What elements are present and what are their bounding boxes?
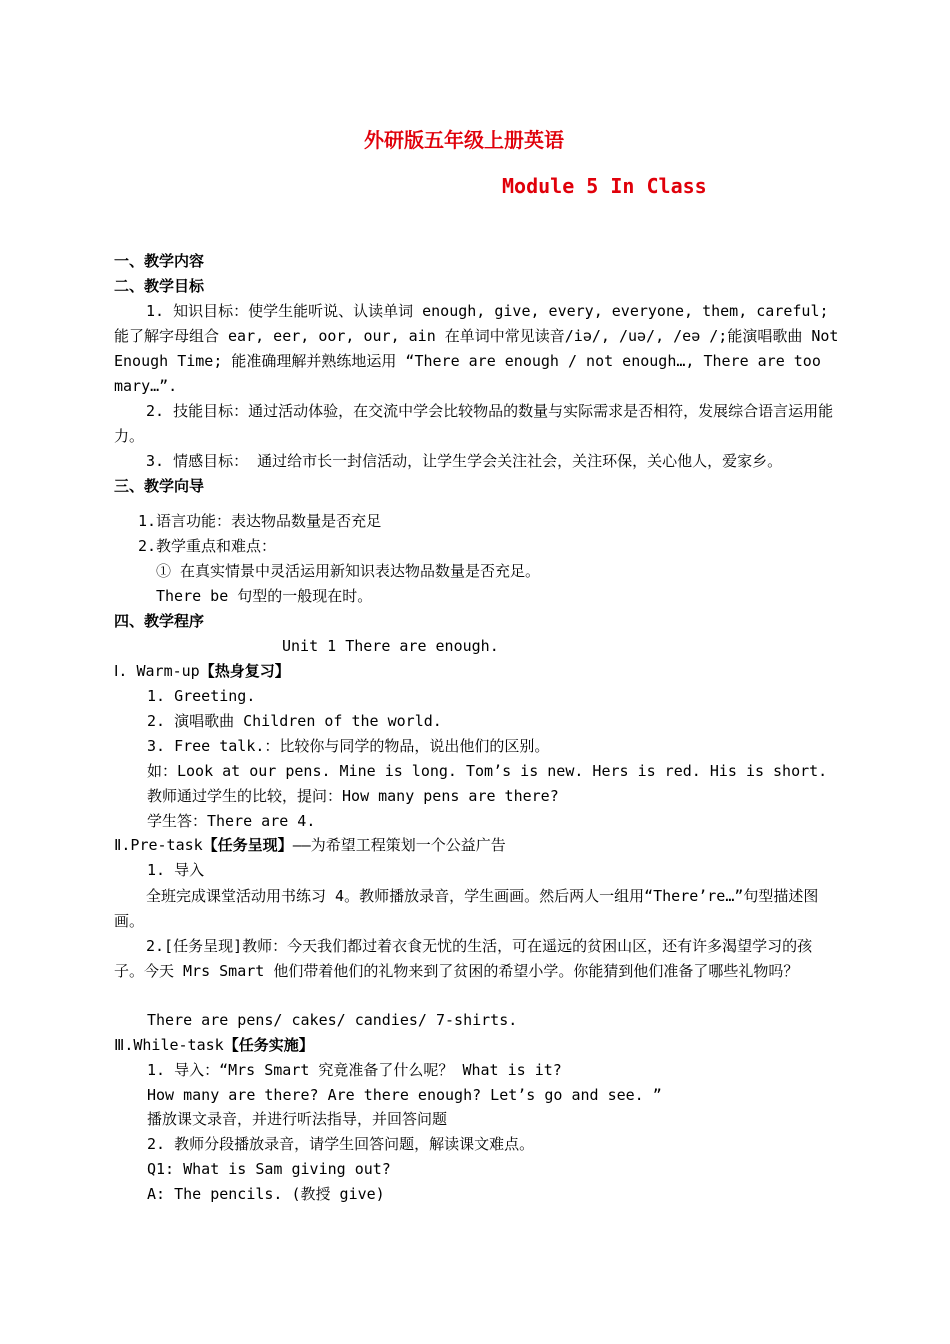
pretask-heading-label: Ⅱ.Pre-task (114, 836, 203, 854)
guide-item-4: There be 句型的一般现在时。 (156, 587, 373, 605)
pretask-heading-tag: 【任务呈现】 (202, 836, 293, 854)
warmup-line-2: 2. 演唱歌曲 Children of the world. (147, 712, 442, 730)
warmup-line-3: 3. Free talk.：比较你与同学的物品，说出他们的区别。 (147, 737, 550, 755)
warmup-heading (114, 661, 290, 681)
pretask-heading-subtitle: ——为希望工程策划一个公益广告 (292, 836, 506, 854)
pretask-line-1: 1. 导入 (147, 861, 205, 879)
warmup-line-1: 1. Greeting. (147, 687, 256, 705)
guide-item-2: 2.教学重点和难点： (138, 537, 277, 555)
warmup-heading-label: Ⅰ. Warm-up (114, 662, 200, 680)
goal-knowledge: 1. 知识目标：使学生能听说、认读单词 enough, give, every, everyone, them, careful; 能了解字母组合 ear, eer, oor, our, ain 在单词中常见读音/iə/, /uə/, /eə /;能演唱歌曲 Not Enough Time; 能准确理解并熟练地运用 “There are enough / not enough…, There are too mary…”. (114, 302, 839, 395)
whiletask-line-5: Q1: What is Sam giving out? (147, 1160, 391, 1178)
goal-emotion: 3. 情感目标： 通过给市长一封信活动，让学生学会关注社会，关注环保，关心他人，爱家乡。 (146, 452, 783, 470)
warmup-heading-tag: 【热身复习】 (199, 662, 290, 680)
section-heading-guide: 三、教学向导 (114, 477, 205, 495)
section-heading-content: 一、教学内容 (114, 252, 205, 270)
whiletask-line-6: A: The pencils. (教授 give) (147, 1185, 385, 1203)
whiletask-heading-label: Ⅲ.While-task (114, 1036, 224, 1054)
module-title: Module 5 In Class (502, 174, 707, 198)
goal-skills: 2. 技能目标：通过活动体验，在交流中学会比较物品的数量与实际需求是否相符，发展综合语言运用能力。 (114, 402, 834, 445)
section-heading-goals: 二、教学目标 (114, 277, 205, 295)
whiletask-heading (114, 1035, 314, 1055)
pretask-heading (114, 835, 506, 855)
warmup-line-4: 如：Look at our pens. Mine is long. Tom’s is new. Hers is red. His is short. (147, 762, 828, 780)
whiletask-line-4: 2. 教师分段播放录音，请学生回答问题，解读课文难点。 (147, 1135, 535, 1153)
pretask-line-2: There are pens/ cakes/ candies/ 7-shirts. (147, 1011, 518, 1029)
unit-title: Unit 1 There are enough. (282, 637, 499, 655)
guide-item-1: 1.语言功能：表达物品数量是否充足 (138, 512, 382, 530)
section-heading-procedure: 四、教学程序 (114, 612, 205, 630)
whiletask-heading-tag: 【任务实施】 (223, 1036, 314, 1054)
document-title: 外研版五年级上册英语 (364, 128, 564, 152)
whiletask-line-2: How many are there? Are there enough? Let’s go and see. ” (147, 1086, 662, 1104)
whiletask-line-1: 1. 导入：“Mrs Smart 究竟准备了什么呢？ What is it? (147, 1061, 562, 1079)
warmup-line-6: 学生答：There are 4. (147, 812, 316, 830)
pretask-paragraph-2: 2.[任务呈现]教师：今天我们都过着衣食无忧的生活，可在遥远的贫困山区，还有许多渴望学习的孩子。今天 Mrs Smart 他们带着他们的礼物来到了贫困的希望小学。你能猜到他们准备了哪些礼物吗？ (114, 937, 813, 980)
guide-item-3: ① 在真实情景中灵活运用新知识表达物品数量是否充足。 (156, 562, 541, 580)
pretask-paragraph-1: 全班完成课堂活动用书练习 4。教师播放录音，学生画画。然后两人一组用“There’re…”句型描述图画。 (114, 887, 819, 930)
warmup-line-5: 教师通过学生的比较，提问：How many pens are there? (147, 787, 559, 805)
whiletask-line-3: 播放课文录音，并进行听法指导，并回答问题 (147, 1110, 448, 1128)
